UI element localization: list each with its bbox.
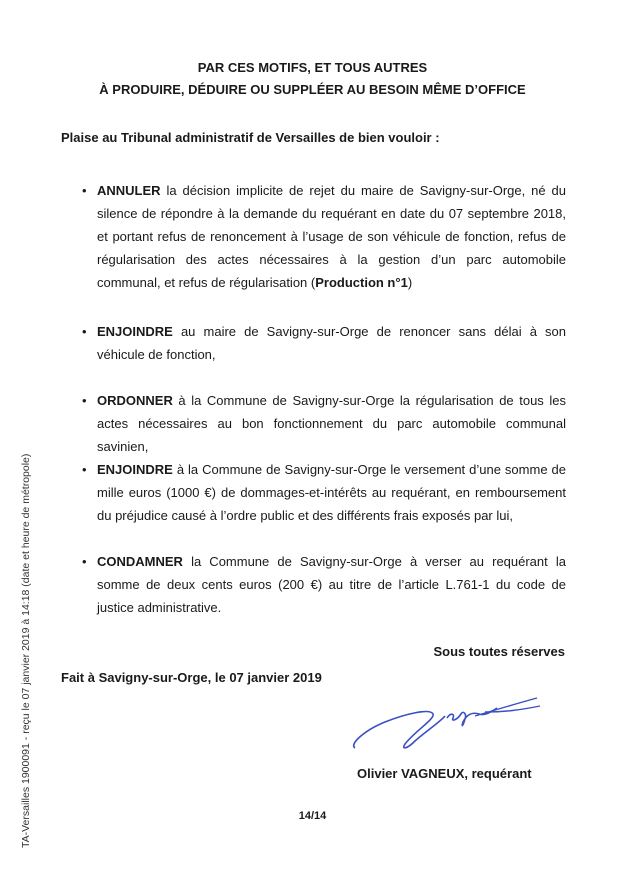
- request-text: au maire de Savigny-sur-Orge de renoncer sans délai à son véhicule de fonction,: [97, 324, 566, 362]
- bullet-icon: •: [82, 554, 87, 569]
- request-verb: ORDONNER: [97, 393, 173, 408]
- request-item-enjoindre-maire: [82, 320, 566, 366]
- request-text-tail: ): [407, 275, 413, 290]
- bullet-icon: •: [82, 393, 87, 408]
- bullet-icon: •: [82, 183, 87, 198]
- page-number: 14/14: [298, 810, 327, 822]
- production-reference: Production n°1: [315, 275, 408, 290]
- request-text: la Commune de Savigny-sur-Orge à verser au requérant la somme de deux cents euros (200 €) au titre de l’article L.761-1 du code de justice administrative.: [97, 554, 566, 615]
- request-text: la décision implicite de rejet du maire de Savigny-sur-Orge, né du silence de répondre à la demande du requérant en date du 07 septembre 2018, et portant refus de renoncement à l’usage de son véhicule de fonction, refus de régularisation des actes nécessaires à la gestion d’un parc automobile communal, et refus de régularisation (: [97, 183, 566, 290]
- bullet-icon: •: [82, 324, 87, 339]
- intro-paragraph: Plaise au Tribunal administratif de Versailles de bien vouloir :: [61, 130, 440, 145]
- header-line-1: PAR CES MOTIFS, ET TOUS AUTRES: [197, 60, 428, 75]
- signer-name: Olivier VAGNEUX, requérant: [357, 766, 532, 781]
- request-verb: ENJOINDRE: [97, 324, 173, 339]
- request-item-condamner: [82, 550, 566, 619]
- request-text: à la Commune de Savigny-sur-Orge la régularisation de tous les actes nécessaires au bon fonctionnement du parc automobile communal savinien,: [97, 393, 566, 454]
- request-verb: ENJOINDRE: [97, 462, 173, 477]
- request-verb: CONDAMNER: [97, 554, 183, 569]
- request-item-enjoindre-commune: [82, 458, 566, 527]
- signature-icon: [345, 686, 545, 758]
- request-verb: ANNULER: [97, 183, 161, 198]
- request-text: à la Commune de Savigny-sur-Orge le versement d’une somme de mille euros (1000 €) de dommages-et-intérêts au requérant, en remboursement du préjudice causé à l’ordre public et des différents frais exposés par lui,: [97, 462, 566, 523]
- request-item-ordonner: [82, 389, 566, 458]
- bullet-icon: •: [82, 462, 87, 477]
- court-receipt-stamp: TA-Versailles 1900091 - reçu le 07 janvier 2019 à 14:18 (date et heure de métropole): [20, 453, 32, 848]
- request-item-annuler: [82, 179, 566, 294]
- place-and-date: Fait à Savigny-sur-Orge, le 07 janvier 2019: [61, 670, 322, 685]
- header-line-2: À PRODUIRE, DÉDUIRE OU SUPPLÉER AU BESOIN MÊME D’OFFICE: [99, 82, 526, 97]
- reserves-statement: Sous toutes réserves: [433, 644, 565, 659]
